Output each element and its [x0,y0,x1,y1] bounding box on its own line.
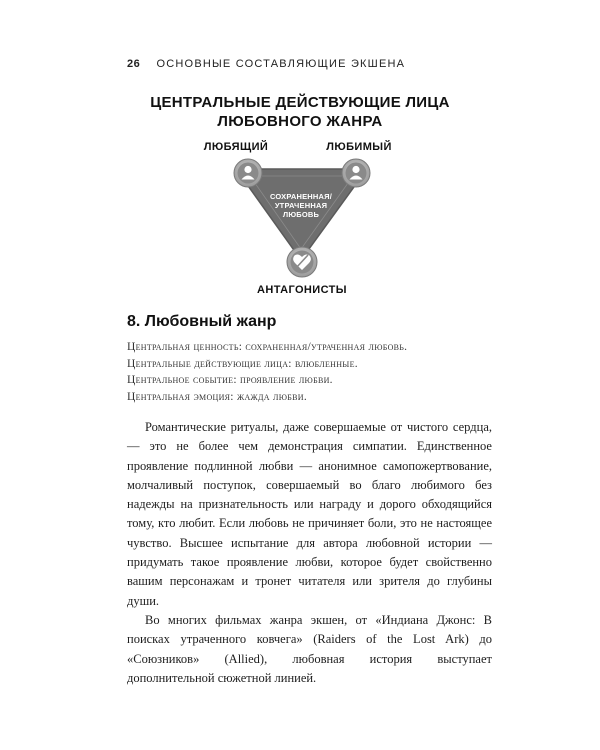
paragraph: Во многих фильмах жанра экшен, от «Индиана Джонс: В поисках утраченного ковчега» (Raiders of the Lost Ark) до «Союзников» (Allied), любовная история выступает дополнительной сюжетной линией. [127,612,492,685]
lover-node [234,159,262,187]
fact-central-emotion: Центральная эмоция: жажда любви. [127,390,308,403]
characters-triangle-diagram [0,0,600,300]
body-text [127,418,492,688]
section-title: 8. Любовный жанр [127,313,277,330]
beloved-label: ЛЮБИМЫЙ [326,141,392,153]
fact-central-event: Центральное событие: проявление любви. [127,374,333,386]
figure-title-line-1: ЦЕНТРАЛЬНЫЕ ДЕЙСТВУЮЩИЕ ЛИЦА [150,94,450,111]
genre-facts [127,339,487,405]
fact-central-value: Центральная ценность: сохраненная/утраченная любовь. [127,341,408,353]
center-label-line-2: УТРАЧЕННАЯ [274,201,328,210]
beloved-node [342,159,370,187]
fact-central-characters: Центральные действующие лица: влюбленные. [127,357,358,370]
figure-title-line-2: ЛЮБОВНОГО ЖАНРА [217,113,383,130]
antagonist-label: АНТАГОНИСТЫ [257,284,347,296]
paragraph: Романтические ритуалы, даже совершаемые от чистого сердца, — это не более чем демонстрация симпатии. Единственное проявление подлинной любви — анонимное самопожертвование, молчаливый поступок, совершаемый во благо любимого без надежды на признательность или награду и дорого обходящийся тому, кто любит. Если любовь не причиняет боли, это не настоящее чувство. Высшее испытание для автора любовной истории — придумать такое проявление любви, которое будет свойственно вашим персонажам и тронет читателя или зрителя до глубины души. [127,420,492,608]
chapter-title: ОСНОВНЫЕ СОСТАВЛЯЮЩИЕ ЭКШЕНА [156,58,406,70]
antagonist-node [287,247,317,277]
center-label-line-3: ЛЮБОВЬ [282,210,320,219]
page-number: 26 [127,58,141,70]
center-label-line-1: СОХРАНЕННАЯ/ [269,192,333,201]
lover-label: ЛЮБЯЩИЙ [203,141,269,153]
